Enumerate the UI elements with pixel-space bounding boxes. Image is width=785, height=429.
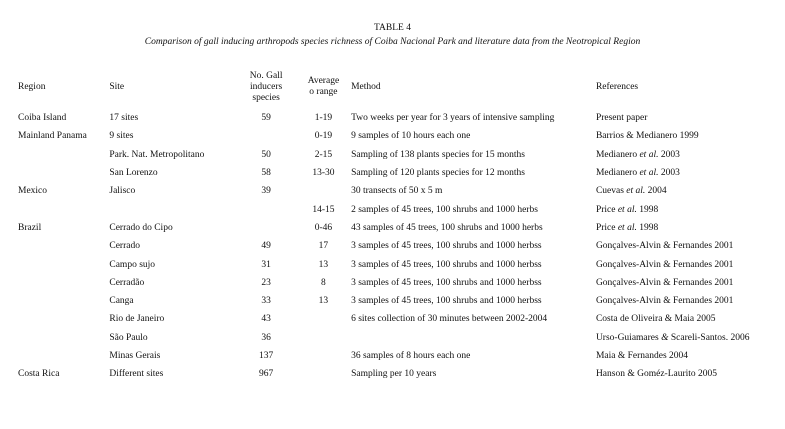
cell-no-gall: 36 [261,332,271,343]
table-row [18,109,785,127]
cell-reference [596,347,785,365]
cell-no-gall: 50 [261,149,271,160]
reference-part: Present paper [595,113,648,124]
header-average [296,65,351,109]
cell-no-gall: 49 [261,241,271,252]
cell-site: Minas Gerais [109,351,161,361]
cell-no-gall: 58 [261,168,271,179]
table-row [18,200,785,218]
header-references: References [595,82,639,92]
cell-no-gall: 39 [261,186,271,197]
cell-no-gall: 967 [258,369,274,380]
cell-average: 17 [318,241,329,252]
table-row [18,182,785,200]
reference-part: 2003 [658,149,680,160]
cell-method: 9 samples of 10 hours each one [351,131,471,142]
cell-no-gall [236,200,295,218]
cell-site: Different sites [109,369,164,380]
cell-average: 14-15 [312,204,335,215]
cell-region [18,255,109,273]
cell-method: 3 samples of 45 trees, 100 shrubs and 1000 herbss [351,241,542,252]
cell-region [18,292,109,310]
reference-part: et al. [639,168,659,179]
cell-site: San Lorenzo [109,168,158,179]
cell-no-gall: 23 [261,277,271,288]
cell-method: 6 sites collection of 30 minutes between 2002-2004 [351,314,548,325]
table-row [18,347,785,365]
cell-reference [596,274,785,292]
cell-average [296,365,351,383]
table-row [18,274,785,292]
reference-part: 1998 [636,222,659,233]
header-average-line: Average [307,76,340,86]
cell-reference [596,200,785,218]
cell-no-gall: 137 [258,351,274,361]
cell-method: 3 samples of 45 trees, 100 shrubs and 1000 herbss [351,296,542,307]
cell-reference [596,127,785,145]
header-no-gall-line: species [252,92,280,103]
reference-part: Gonçalves-Alvin & Fernandes 2001 [595,241,734,252]
reference-part: et al. [639,149,659,160]
cell-site: 9 sites [109,131,134,142]
cell-no-gall: 43 [261,314,271,325]
table-row [18,219,785,237]
cell-site: Cerradão [109,277,145,288]
cell-region [18,146,109,164]
header-no-gall-line: inducers [250,81,283,92]
cell-region: Brazil [18,222,42,233]
cell-reference [596,255,785,273]
cell-no-gall: 31 [261,259,271,270]
cell-average: 8 [321,277,326,288]
cell-method: 30 transects of 50 x 5 m [351,186,443,197]
cell-reference [596,292,785,310]
cell-reference [596,164,785,182]
cell-reference [596,182,785,200]
cell-site: Rio de Janeiro [109,314,165,325]
cell-region: Mexico [18,186,48,197]
cell-method: 3 samples of 45 trees, 100 shrubs and 1000 herbss [351,259,542,270]
reference-part: & [661,332,669,343]
reference-part: 2003 [658,168,680,179]
cell-site: Campo sujo [109,259,156,270]
table-row [18,329,785,347]
cell-reference [596,310,785,328]
cell-method: 3 samples of 45 trees, 100 shrubs and 1000 herbss [351,277,542,288]
reference-part: Maia & Fernandes 2004 [595,351,689,361]
cell-site: Cerrado do Cipo [109,222,173,233]
cell-no-gall: 59 [261,113,271,124]
cell-no-gall [236,219,295,237]
cell-average [296,347,351,365]
reference-part: Gonçalves-Alvin & Fernandes 2001 [595,259,734,270]
header-no-gall [236,65,295,109]
cell-average: 13 [318,259,329,270]
cell-average [296,182,351,200]
cell-reference [596,329,785,347]
table-body [18,109,785,383]
reference-part: Gonçalves-Alvin & Fernandes 2001 [595,296,734,307]
cell-region: Coiba Island [18,113,67,124]
reference-part: Scareli-Santos. 2006 [668,332,750,343]
cell-average [296,329,351,347]
cell-method: 2 samples of 45 trees, 100 shrubs and 1000 herbs [351,204,538,215]
cell-site [109,200,236,218]
cell-region [18,310,109,328]
reference-part: Hanson & Goméz-Laurito 2005 [595,369,718,380]
table-row [18,127,785,145]
cell-average: 2-15 [314,149,333,160]
cell-region: Mainland Panama [18,131,87,142]
cell-average: 13-30 [312,168,335,179]
reference-part: Medianero [595,149,640,160]
cell-site: Park. Nat. Metropolitano [109,149,205,160]
reference-part: Price [595,204,618,215]
table-header-row [18,65,785,109]
cell-site: Jalisco [109,186,136,197]
cell-site: Cerrado [109,241,140,252]
cell-reference [596,109,785,127]
cell-site: São Paulo [109,332,148,343]
cell-region [18,237,109,255]
gall-richness-table [18,65,785,383]
cell-method: 36 samples of 8 hours each one [351,351,471,361]
reference-part: Barrios & Medianero 1999 [595,131,699,142]
cell-reference [596,219,785,237]
reference-part: et al. [617,204,637,215]
cell-no-gall: 33 [261,296,271,307]
cell-average: 0-19 [314,131,333,142]
header-average-line: o range [309,87,338,97]
cell-reference [596,365,785,383]
reference-part: et al. [626,186,646,197]
cell-method: Sampling of 138 plants species for 15 months [351,149,525,160]
cell-method [351,329,596,347]
table-row [18,365,785,383]
table-row [18,237,785,255]
reference-part: et al. [617,222,637,233]
reference-part: 2004 [645,186,667,197]
cell-reference [596,146,785,164]
cell-method: 43 samples of 45 trees, 100 shrubs and 1000 herbs [351,222,543,233]
cell-average: 0-46 [314,222,333,233]
header-no-gall-line: No. Gall [249,70,283,81]
cell-average: 1-19 [314,113,333,124]
header-region: Region [18,82,46,92]
header-method: Method [351,82,381,92]
reference-part: 1998 [636,204,659,215]
reference-part: Gonçalves-Alvin & Fernandes 2001 [595,277,734,288]
cell-method: Two weeks per year for 3 years of intensive sampling [351,113,555,124]
reference-part: Medianero [595,168,640,179]
cell-average: 13 [318,296,329,307]
table-row [18,255,785,273]
cell-region [18,274,109,292]
header-site: Site [109,82,125,92]
cell-site: Canga [109,296,134,307]
reference-part: Costa de Oliveira & Maia 2005 [595,314,716,325]
cell-no-gall [236,127,295,145]
reference-part: Urso-Guiamares [595,332,662,343]
cell-region: Costa Rica [18,369,60,380]
table-title: Comparison of gall inducing arthropods species richness of Coiba Nacional Park and literature data from the Neotropical Region [144,37,641,47]
cell-method: Sampling per 10 years [351,369,437,380]
cell-region [18,347,109,365]
table-row [18,292,785,310]
table-row [18,310,785,328]
table-row [18,164,785,182]
cell-reference [596,237,785,255]
cell-site: 17 sites [109,113,139,124]
cell-average [296,310,351,328]
table-label: TABLE 4 [374,23,411,33]
table-row [18,146,785,164]
cell-region [18,200,109,218]
cell-region [18,329,109,347]
cell-method: Sampling of 120 plants species for 12 months [351,168,525,179]
reference-part: Cuevas [595,186,627,197]
cell-region [18,164,109,182]
reference-part: Price [595,222,618,233]
